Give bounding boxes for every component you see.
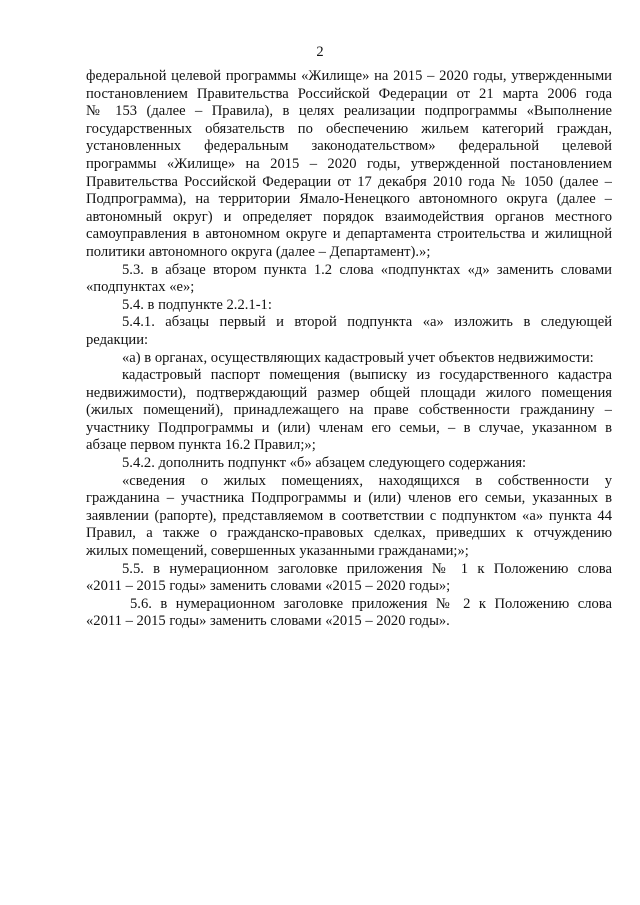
text-line: постановлением Правительства Российской Федерации от 21 марта 2006 года [86, 85, 612, 102]
text-line: Правительства Российской Федерации от 17 декабря 2010 года № 1050 (далее – [86, 173, 612, 190]
text-line: установленных федеральным законодательством» федеральной целевой [86, 138, 612, 155]
text-line: недвижимости), подтверждающий размер общей площади жилого помещения [86, 384, 612, 401]
text-line: участнику Подпрограммы и (или) членам его семьи, – в случае, указанном в [86, 419, 612, 436]
text-line: Подпрограмма), на территории Ямало-Ненецкого автономного округа (далее – [86, 191, 612, 208]
text-line: (жилых помещений), принадлежащего на праве собственности гражданину – [86, 402, 612, 419]
text-line: 5.3. в абзаце втором пункта 1.2 слова «подпунктах «д» заменить словами [122, 261, 612, 278]
text-line: «а) в органах, осуществляющих кадастровый учет объектов недвижимости: [122, 349, 594, 366]
text-line: гражданина – участника Подпрограммы и (или) членов его семьи, указанных в [86, 490, 612, 507]
text-line: № 153 (далее – Правила), в целях реализации подпрограммы «Выполнение [86, 103, 612, 120]
text-line: «сведения о жилых помещениях, находящихся в собственности у [122, 472, 612, 489]
text-line: «2011 – 2015 годы» заменить словами «2015 – 2020 годы». [86, 613, 450, 630]
text-line: 5.6. в нумерационном заголовке приложения № 2 к Положению слова [130, 595, 612, 612]
text-line: государственных обязательств по обеспечению жильем категорий граждан, [86, 120, 612, 137]
text-line: 5.5. в нумерационном заголовке приложения № 1 к Положению слова [122, 560, 612, 577]
text-line: 5.4.1. абзацы первый и второй подпункта «а» изложить в следующей [122, 314, 612, 331]
text-line: 5.4. в подпункте 2.2.1-1: [122, 296, 272, 313]
text-line: политики автономного округа (далее – Департамент).»; [86, 243, 431, 260]
text-line: «подпунктах «е»; [86, 279, 195, 296]
text-line: редакции: [86, 331, 149, 348]
text-line: «2011 – 2015 годы» заменить словами «2015 – 2020 годы»; [86, 578, 451, 595]
text-line: автономный округ) и определяет порядок взаимодействия органов местного [86, 208, 612, 225]
text-line: кадастровый паспорт помещения (выписку из государственного кадастра [122, 367, 612, 384]
page-number: 2 [316, 44, 324, 60]
document-body [86, 68, 612, 631]
text-line: Правил, а также о гражданско-правовых сделках, приведших к отчуждению [86, 525, 612, 542]
text-line: абзаце первом пункта 16.2 Правил;»; [86, 437, 316, 454]
text-line: заявлении (рапорте), представляемом в соответствии с подпунктом «а» пункта 44 [86, 507, 612, 524]
text-line: федеральной целевой программы «Жилище» на 2015 – 2020 годы, утвержденными [86, 68, 612, 84]
text-line: жилых помещений, совершенных указанными гражданами;»; [86, 543, 469, 560]
text-line: самоуправления в автономном округе и департамента строительства и жилищной [86, 226, 612, 243]
text-line: 5.4.2. дополнить подпункт «б» абзацем следующего содержания: [122, 455, 527, 472]
text-line: программы «Жилище» на 2015 – 2020 годы, утвержденной постановлением [86, 155, 612, 172]
